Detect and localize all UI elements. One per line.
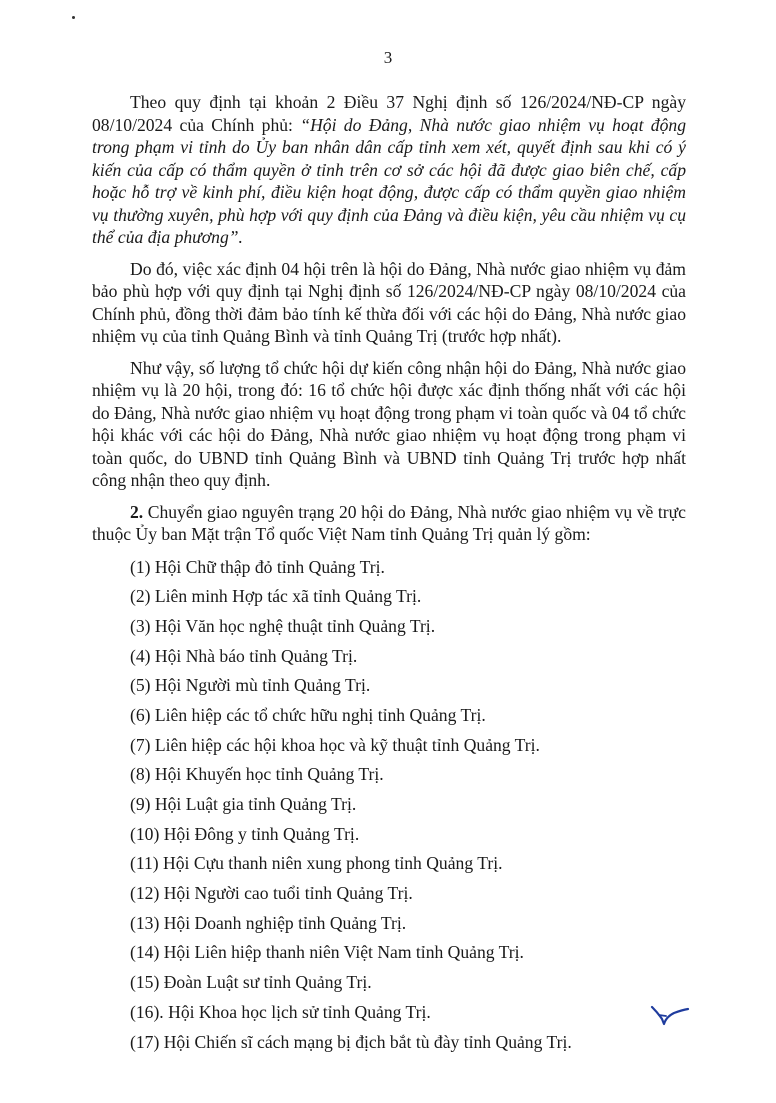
section-2-text: Chuyển giao nguyên trạng 20 hội do Đảng, Nhà nước giao nhiệm vụ về trực thuộc Ủy ban Mặt trận Tổ quốc Việt Nam tỉnh Quảng Trị quản lý gồm:	[92, 501, 686, 544]
list-item: (2) Liên minh Hợp tác xã tỉnh Quảng Trị.	[130, 586, 422, 607]
list-item: (9) Hội Luật gia tỉnh Quảng Trị.	[130, 794, 357, 814]
paragraph-conclusion: Do đó, việc xác định 04 hội trên là hội do Đảng, Nhà nước giao nhiệm vụ đảm bảo phù hợp với quy định tại Nghị định số 126/2024/NĐ-CP ngày 08/10/2024 của Chính phủ, đồng thời đảm bảo tính kế thừa đối với các hội do Đảng, Nhà nước giao nhiệm vụ của tỉnh Quảng Bình và tỉnh Quảng Trị (trước hợp nhất).	[92, 258, 686, 346]
list-item: (1) Hội Chữ thập đỏ tỉnh Quảng Trị.	[130, 556, 385, 577]
list-item: (8) Hội Khuyến học tỉnh Quảng Trị.	[130, 764, 384, 785]
paragraph-summary: Như vậy, số lượng tổ chức hội dự kiến công nhận hội do Đảng, Nhà nước giao nhiệm vụ là 20 hội, trong đó: 16 tổ chức hội được xác định thống nhất với các hội do Đảng, Nhà nước giao nhiệm vụ hoạt động trong phạm vi toàn quốc và 04 tổ chức hội khác với các hội do Đảng, Nhà nước giao nhiệm vụ hoạt động trong phạm vi toàn quốc, do UBND tỉnh Quảng Bình và UBND tỉnh Quảng Trị trước hợp nhất công nhận theo quy định.	[92, 357, 686, 490]
list-item: (6) Liên hiệp các tổ chức hữu nghị tỉnh Quảng Trị.	[130, 704, 486, 725]
paragraph-legal-basis	[92, 91, 686, 249]
list-item: (12) Hội Người cao tuổi tỉnh Quảng Trị.	[130, 883, 413, 904]
list-item: (17) Hội Chiến sĩ cách mạng bị địch bắt tù đày tỉnh Quảng Trị.	[130, 1031, 572, 1052]
legal-basis-quote: “Hội do Đảng, Nhà nước giao nhiệm vụ hoạt động trong phạm vi tỉnh do Ủy ban nhân dân cấp tỉnh xem xét, quyết định sau khi có ý kiến của cấp có thẩm quyền ở tỉnh trên cơ sở các hội đã được giao biên chế, cấp hoặc hỗ trợ về kinh phí, điều kiện hoạt động, được cấp có thẩm quyền giao nhiệm vụ thường xuyên, phù hợp với quy định của Đảng và điều kiện, yêu cầu nhiệm vụ cụ thể của địa phương”.	[92, 114, 686, 247]
initial-mark-icon	[650, 1003, 690, 1027]
section-2-number: 2.	[130, 501, 144, 522]
list-item: (13) Hội Doanh nghiệp tỉnh Quảng Trị.	[130, 912, 407, 933]
list-item: (16). Hội Khoa học lịch sử tỉnh Quảng Trị.	[130, 1001, 431, 1022]
list-item: (14) Hội Liên hiệp thanh niên Việt Nam tỉnh Quảng Trị.	[130, 942, 524, 963]
list-item: (4) Hội Nhà báo tỉnh Quảng Trị.	[130, 645, 358, 666]
legal-basis-intro: Theo quy định tại khoản 2 Điều 37 Nghị định số 126/2024/NĐ-CP ngày 08/10/2024 của Chính phủ:	[92, 92, 686, 135]
document-body	[92, 91, 686, 1057]
list-item: (10) Hội Đông y tỉnh Quảng Trị.	[130, 823, 360, 844]
list-item: (5) Hội Người mù tỉnh Quảng Trị.	[130, 675, 371, 696]
section-2-heading	[92, 501, 686, 546]
list-item: (7) Liên hiệp các hội khoa học và kỹ thuật tỉnh Quảng Trị.	[130, 734, 540, 755]
list-item: (11) Hội Cựu thanh niên xung phong tỉnh Quảng Trị.	[130, 853, 503, 874]
scan-speck	[72, 16, 75, 19]
page-number: 3	[383, 48, 393, 67]
list-item: (3) Hội Văn học nghệ thuật tỉnh Quảng Trị.	[130, 615, 436, 636]
association-list	[92, 553, 686, 1058]
list-item: (15) Đoàn Luật sư tỉnh Quảng Trị.	[130, 972, 372, 993]
